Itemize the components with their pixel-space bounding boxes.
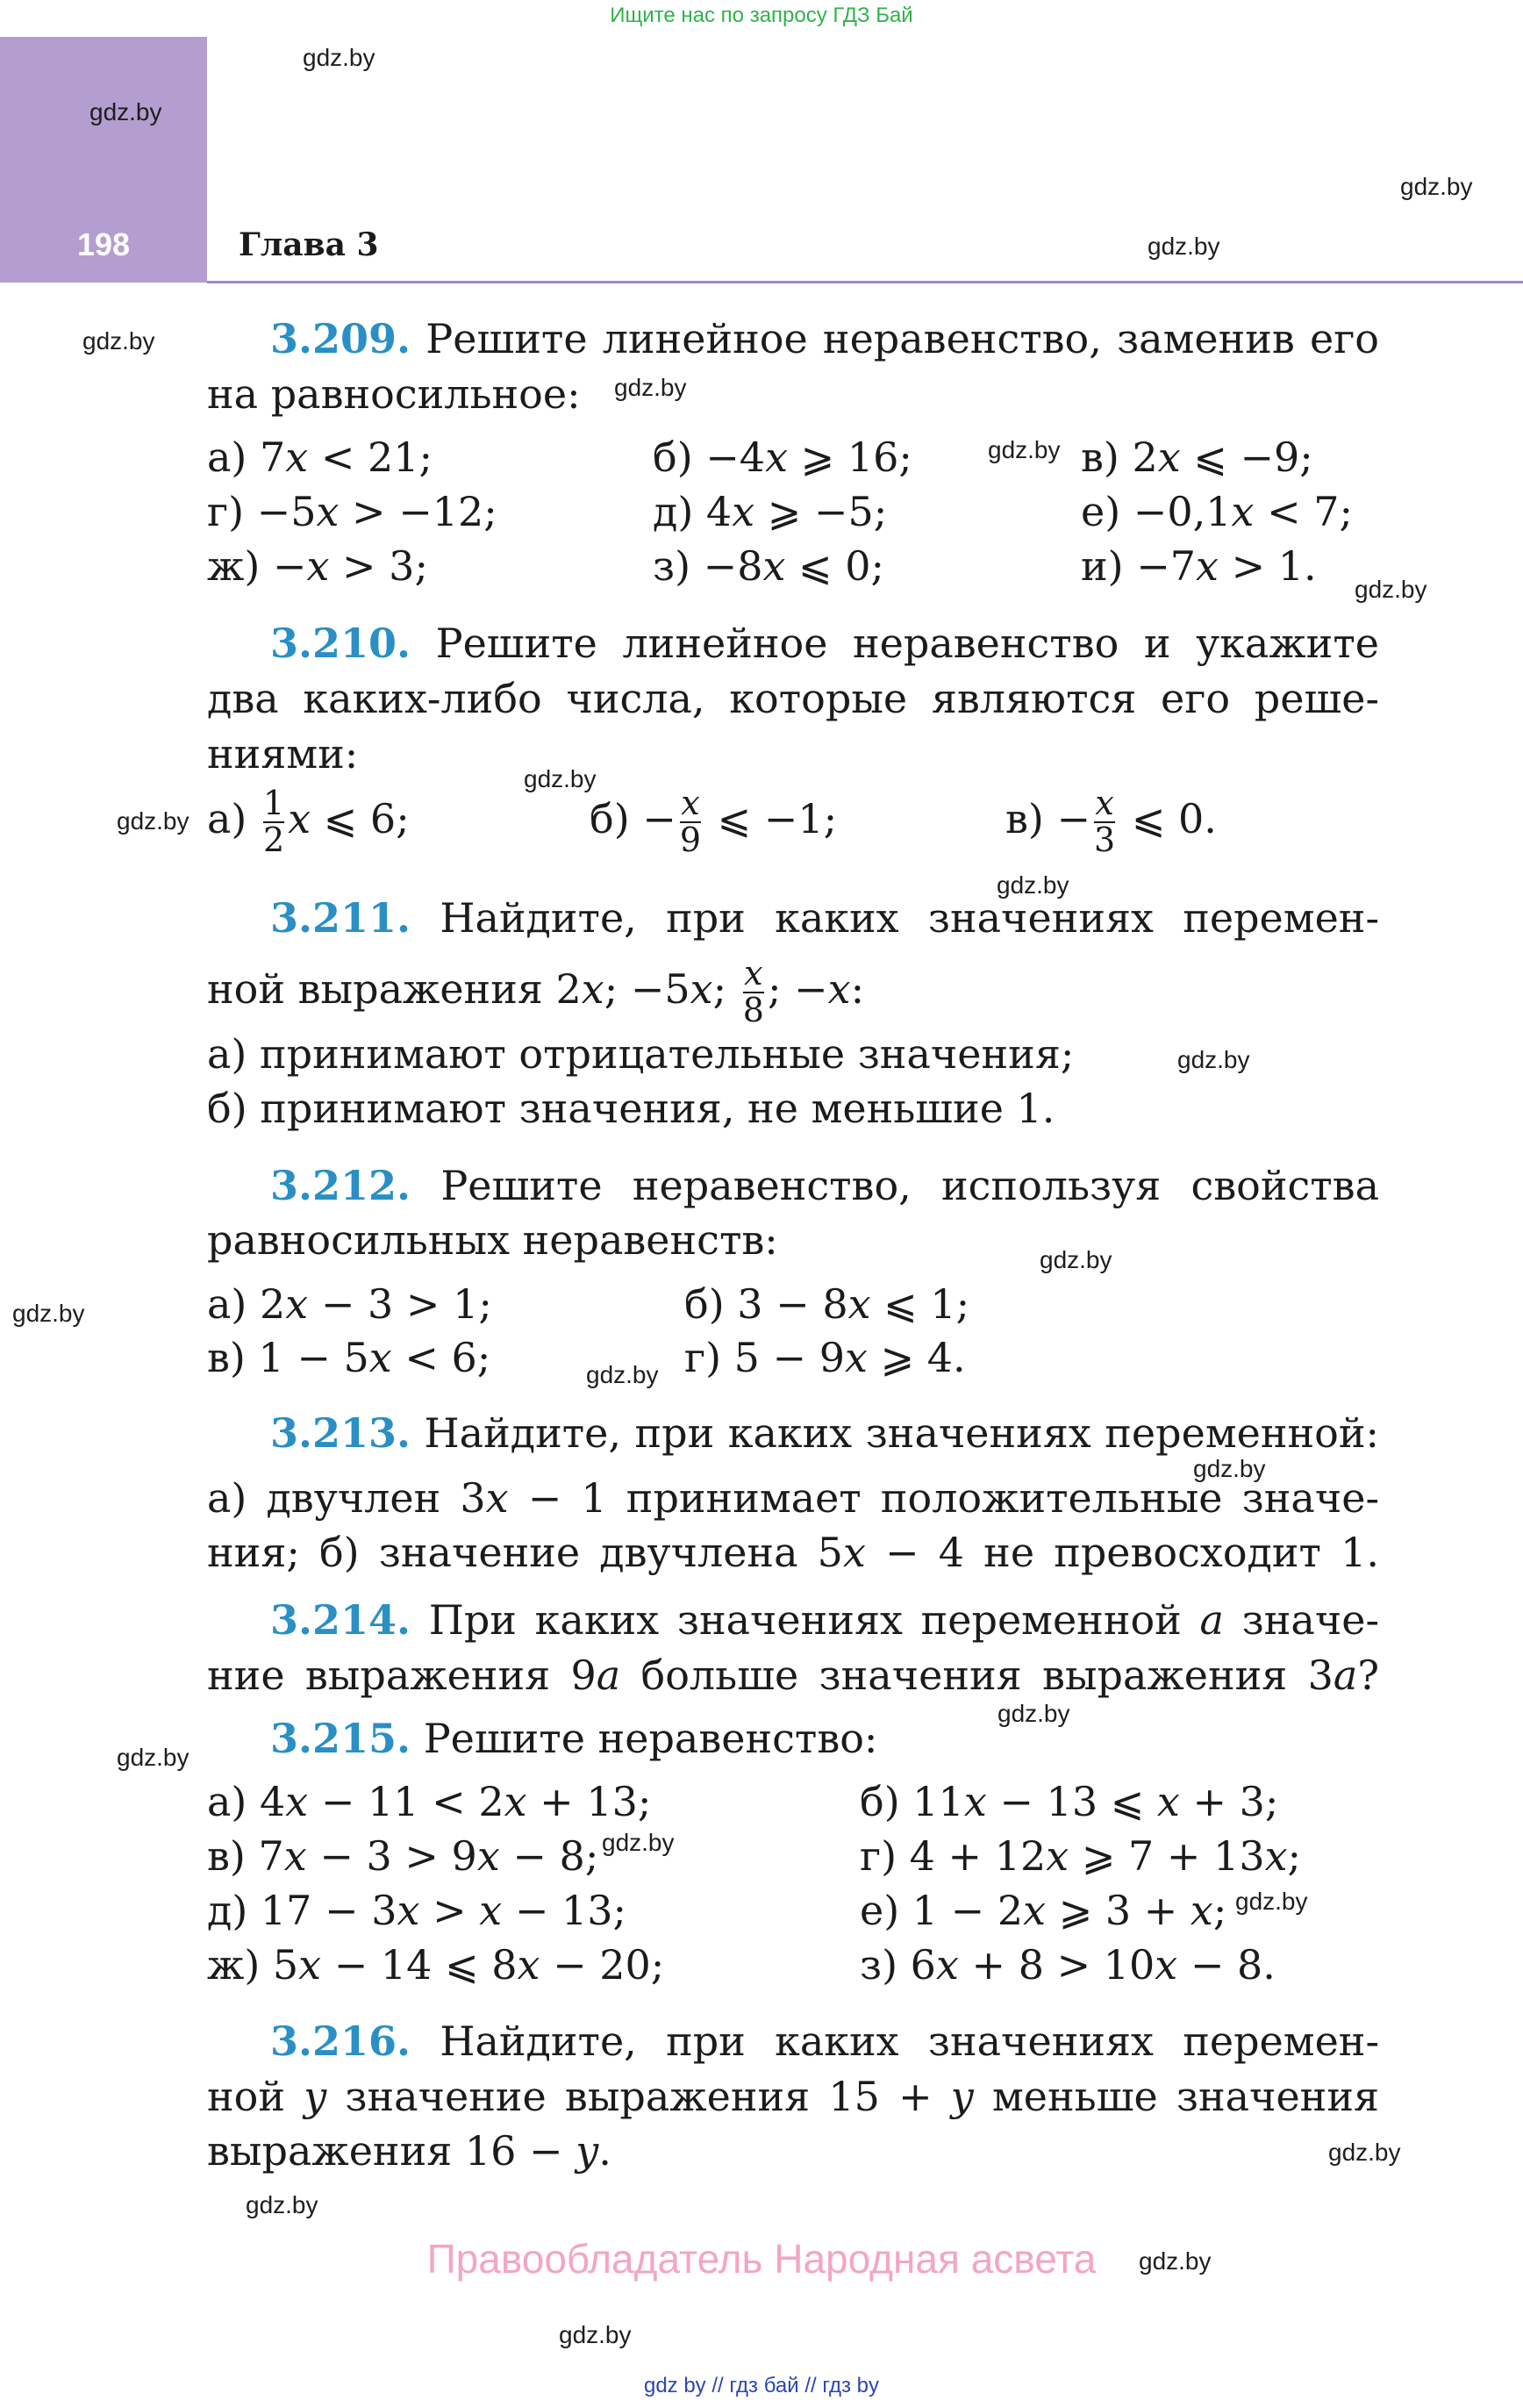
- problem-number: 3.210.: [270, 620, 411, 667]
- watermark: gdz.by: [246, 2191, 318, 2218]
- watermark: gdz.by: [988, 436, 1061, 463]
- list-item: д) 17 − 3x > x − 13;: [207, 1887, 627, 1934]
- problem-text: на равносильное:: [207, 370, 581, 418]
- list-item: в) 2x ⩽ −9;: [1081, 434, 1313, 481]
- list-item: в) 7x − 3 > 9x − 8;: [207, 1832, 599, 1880]
- problem-text: Решите неравенство, используя свойства: [440, 1162, 1380, 1209]
- problem-text: Решите неравенство:: [423, 1715, 878, 1762]
- watermark: gdz.by: [117, 1744, 189, 1771]
- problem-text: Решите линейное неравенство, заменив его: [425, 315, 1380, 362]
- watermark: gdz.by: [1400, 173, 1473, 200]
- watermark: gdz.by: [1139, 2247, 1212, 2275]
- list-item: в) − $\frac{x}{3}$ ⩽ 0.: [1005, 784, 1217, 859]
- copyright-notice: Правообладатель Народная асвета: [426, 2236, 1097, 2282]
- list-item: б) −4x ⩾ 16;: [653, 434, 912, 481]
- problem-text: ния; б) значение двучлена 5x − 4 не превосходит 1.: [207, 1529, 1379, 1576]
- list-item: а) принимают отрицательные значения;: [207, 1030, 1075, 1078]
- page-number: 198: [76, 226, 131, 262]
- chapter-title: Глава 3: [239, 226, 379, 263]
- footer-links: gdz by // гдз бай // гдз by: [643, 2374, 880, 2397]
- problem-3-215-line-1: [270, 1715, 878, 1762]
- list-item: б) − $\frac{x}{9}$ ⩽ −1;: [590, 784, 838, 859]
- list-item: ж) 5x − 14 ⩽ 8x − 20;: [207, 1941, 665, 1989]
- header-rule: [207, 281, 1523, 283]
- problem-number: 3.214.: [270, 1596, 411, 1644]
- list-item: е) −0,1x < 7;: [1081, 488, 1354, 535]
- list-item: ж) −x > 3;: [207, 542, 428, 590]
- problem-text: ниями:: [207, 730, 359, 778]
- watermark: gdz.by: [82, 327, 155, 355]
- watermark: gdz.by: [1328, 2139, 1401, 2166]
- watermark: gdz.by: [1177, 1046, 1250, 1073]
- watermark: gdz.by: [1355, 576, 1427, 603]
- problem-number: 3.211.: [270, 894, 411, 942]
- problem-number: 3.216.: [270, 2017, 411, 2065]
- watermark: gdz.by: [586, 1361, 659, 1388]
- problem-text: Найдите, при каких значениях перемен-: [440, 894, 1379, 942]
- watermark: gdz.by: [1193, 1455, 1266, 1482]
- watermark: gdz.by: [12, 1300, 85, 1327]
- watermark: gdz.by: [1040, 1246, 1112, 1273]
- list-item: б) 11x − 13 ⩽ x + 3;: [860, 1778, 1279, 1825]
- problem-number: 3.209.: [270, 315, 411, 362]
- watermark: gdz.by: [614, 374, 687, 401]
- watermark: gdz.by: [1235, 1888, 1308, 1915]
- problem-text: ние выражения 9a больше значения выражения 3a?: [207, 1652, 1379, 1699]
- watermark: gdz.by: [303, 44, 375, 71]
- watermark: gdz.by: [997, 1700, 1070, 1727]
- top-banner: Ищите нас по запросу ГДЗ Бай: [610, 4, 913, 27]
- problem-3-216-line-1: [207, 2017, 1379, 2065]
- list-item: з) 6x + 8 > 10x − 8.: [860, 1941, 1276, 1989]
- problem-3-214-line-1: 3.214. При каких значениях переменной a значе-: [270, 1596, 1380, 1644]
- problem-text: Найдите, при каких значениях переменной:: [424, 1409, 1379, 1457]
- list-item: в) 1 − 5x < 6;: [207, 1334, 491, 1381]
- watermark: gdz.by: [997, 871, 1069, 899]
- problem-text: ной y значение выражения 15 + y меньше значения: [207, 2073, 1380, 2120]
- watermark: gdz.by: [559, 2321, 632, 2348]
- list-item: г) 4 + 12x ⩾ 7 + 13x;: [860, 1832, 1302, 1880]
- problem-3-211-line-1: [207, 894, 1379, 942]
- problem-3-209-line-1: [207, 315, 1380, 362]
- problem-3-210-line-1: [207, 620, 1379, 667]
- list-item: а) 4x − 11 < 2x + 13;: [207, 1778, 652, 1825]
- list-item: б) принимают значения, не меньшие 1.: [207, 1085, 1055, 1132]
- list-item: и) −7x > 1.: [1081, 542, 1317, 590]
- list-item: е) 1 − 2x ⩾ 3 + x;: [860, 1887, 1227, 1934]
- problem-text: Решите линейное неравенство и укажите: [435, 620, 1379, 667]
- problem-text: равносильных неравенств:: [207, 1216, 778, 1264]
- watermark: gdz.by: [524, 765, 597, 792]
- watermark: gdz.by: [1148, 233, 1220, 260]
- problem-number: 3.213.: [270, 1409, 411, 1457]
- problem-text: два каких-либо числа, которые являются его реше-: [207, 675, 1379, 722]
- problem-text: выражения 16 − y.: [207, 2127, 611, 2175]
- problem-text: Найдите, при каких значениях перемен-: [440, 2017, 1379, 2065]
- list-item: г) −5x > −12;: [207, 488, 497, 535]
- watermark: gdz.by: [89, 98, 162, 125]
- problem-number: 3.215.: [270, 1715, 411, 1762]
- list-item: з) −8x ⩽ 0;: [653, 542, 884, 590]
- problem-text: ной выражения 2x; −5x; $\frac{x}{8}$ ; −x:: [207, 954, 865, 1029]
- watermark: gdz.by: [602, 1829, 675, 1856]
- list-item: а) $\frac{1}{2}$ x ⩽ 6;: [207, 784, 410, 859]
- list-item: а) 7x < 21;: [207, 434, 433, 481]
- list-item: а) 2x − 3 > 1;: [207, 1280, 492, 1328]
- list-item: д) 4x ⩾ −5;: [653, 488, 888, 535]
- problem-3-212-line-1: [207, 1162, 1380, 1209]
- problem-text: а) двучлен 3x − 1 принимает положительные значе-: [207, 1474, 1379, 1522]
- list-item: б) 3 − 8x ⩽ 1;: [684, 1280, 970, 1328]
- problem-3-213-line-1: [207, 1409, 1379, 1457]
- list-item: г) 5 − 9x ⩾ 4.: [684, 1334, 966, 1381]
- problem-number: 3.212.: [270, 1162, 411, 1209]
- watermark: gdz.by: [117, 807, 189, 835]
